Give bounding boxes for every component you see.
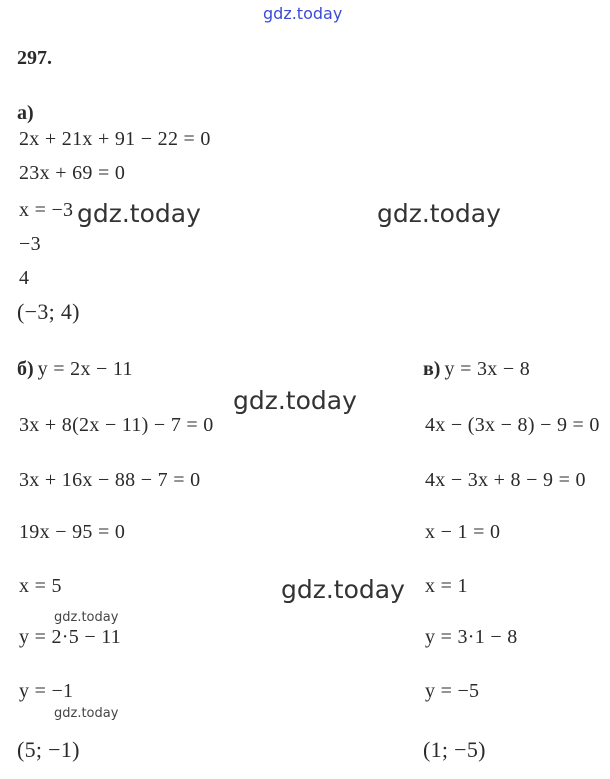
part-v-line-4: x = 1: [425, 575, 468, 597]
watermark-3: gdz.today: [233, 386, 357, 415]
watermark-2: gdz.today: [377, 199, 501, 228]
part-b-line-2: 3x + 16x − 88 − 7 = 0: [19, 469, 201, 491]
part-a-answer: (−3; 4): [17, 299, 80, 324]
part-v-label: в): [423, 358, 441, 380]
part-b-line-6: y = −1: [19, 680, 74, 702]
watermark-4: gdz.today: [281, 575, 405, 604]
part-b-system: y = 2x − 11: [37, 358, 133, 380]
part-b-header: [17, 358, 133, 381]
part-v-line-2: 4x − 3x + 8 − 9 = 0: [425, 469, 586, 491]
part-b-line-3: 19x − 95 = 0: [19, 521, 126, 543]
watermark-1: gdz.today: [77, 199, 201, 228]
watermark-small-2: gdz.today: [54, 706, 119, 721]
problem-number: 297.: [17, 47, 52, 69]
part-v-line-3: x − 1 = 0: [425, 521, 501, 543]
part-a-line-4: −3: [19, 233, 41, 255]
part-v-answer: (1; −5): [423, 737, 486, 762]
part-v-line-5: y = 3·1 − 8: [425, 626, 518, 648]
part-v-header: [423, 358, 530, 381]
part-v-line-1: 4x − (3x − 8) − 9 = 0: [425, 414, 600, 436]
part-a-line-5: 4: [19, 267, 30, 289]
part-v-system: y = 3x − 8: [444, 358, 531, 380]
part-a-label: а): [17, 102, 34, 124]
part-b-line-4: x = 5: [19, 575, 62, 597]
part-b-line-5: y = 2·5 − 11: [19, 626, 122, 648]
part-b-answer: (5; −1): [17, 737, 80, 762]
part-b-label: б): [17, 358, 34, 380]
part-a-line-3: x = −3: [19, 199, 74, 221]
part-a-line-1: 2x + 21x + 91 − 22 = 0: [19, 128, 211, 150]
part-b-line-1: 3x + 8(2x − 11) − 7 = 0: [19, 414, 214, 436]
part-v-line-6: y = −5: [425, 680, 480, 702]
part-a-line-2: 23x + 69 = 0: [19, 162, 126, 184]
header-watermark: gdz.today: [263, 4, 343, 23]
watermark-small-1: gdz.today: [54, 610, 119, 625]
